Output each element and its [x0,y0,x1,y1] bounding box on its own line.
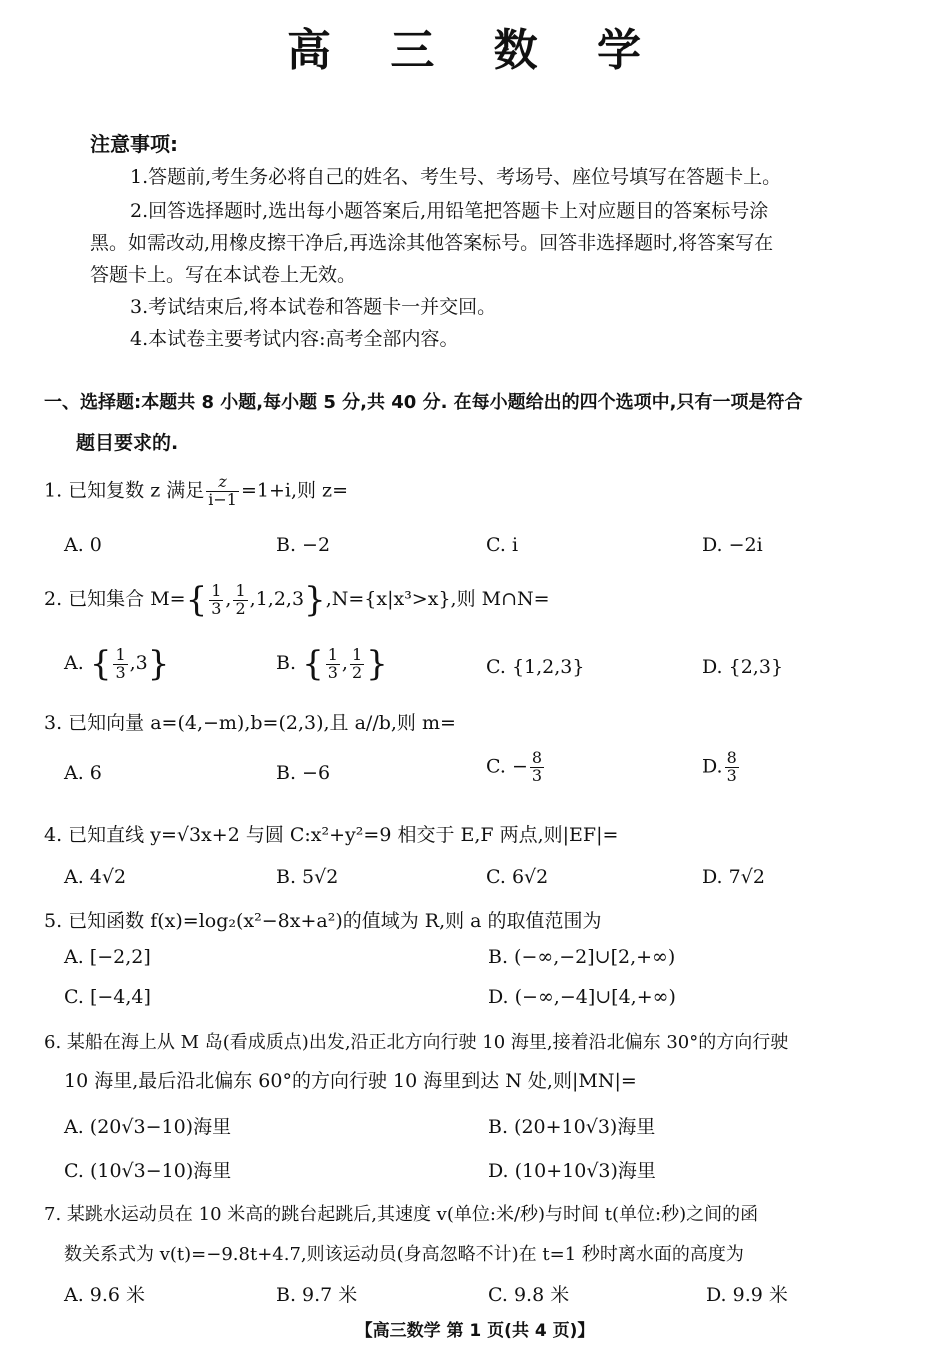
q6-option-a[interactable]: A. (20√3−10)海里 [64,1116,232,1138]
q2-option-a[interactable]: A. { $\frac{1}{3}$ ,3} [64,644,170,684]
q5-option-d[interactable]: D. (−∞,−4]∪[4,+∞) [488,986,676,1008]
section-heading-cont: 题目要求的. [76,432,179,454]
page-title: 高 三 数 学 [287,25,663,76]
question-1 [44,474,348,509]
q3-option-c[interactable]: C. − $\frac{8}{3}$ [486,748,543,785]
q2-option-b[interactable]: B. { $\frac{1}{3}$ , $\frac{1}{2}$ } [276,644,388,684]
q2-fraction: $\frac{1}{3}$ [211,580,222,618]
q3-option-d[interactable]: D. $\frac{8}{3}$ [702,748,737,785]
q6-option-c[interactable]: C. (10√3−10)海里 [64,1160,232,1182]
q1-option-b[interactable]: B. −2 [276,534,331,556]
q4-option-b[interactable]: B. 5√2 [276,866,339,888]
q7-option-d[interactable]: D. 9.9 米 [706,1284,788,1306]
question-5: 5. 已知函数 f(x)=log₂(x²−8x+a²)的值域为 R,则 a 的取值范围为 [44,910,602,932]
q6-option-b[interactable]: B. (20+10√3)海里 [488,1116,656,1138]
q1-post: =1+i,则 z= [240,479,348,502]
q2-set-rest: ,1,2,3 [249,588,305,610]
question-6: 6. 某船在海上从 M 岛(看成质点)出发,沿正北方向行驶 10 海里,接着沿北偏东 30°的方向行驶 [44,1032,789,1053]
q2-option-d[interactable]: D. {2,3} [702,656,784,678]
q5-option-c[interactable]: C. [−4,4] [64,986,151,1008]
notice-line: 黑。如需改动,用橡皮擦干净后,再选涂其他答案标号。回答非选择题时,将答案写在 [90,232,774,254]
q2-option-c[interactable]: C. {1,2,3} [486,656,585,678]
notice-line: 1.答题前,考生务必将自己的姓名、考生号、考场号、座位号填写在答题卡上。 [130,166,782,188]
q2-pre: 2. 已知集合 M= [44,588,186,610]
q3-option-b[interactable]: B. −6 [276,762,331,784]
q5-option-a[interactable]: A. [−2,2] [64,946,151,968]
question-3: 3. 已知向量 a=(4,−m),b=(2,3),且 a//b,则 m= [44,712,456,734]
q4-option-a[interactable]: A. 4√2 [64,866,127,888]
q7-option-b[interactable]: B. 9.7 米 [276,1284,358,1306]
q1-option-d[interactable]: D. −2i [702,534,763,556]
notice-line: 2.回答选择题时,选出每小题答案后,用铅笔把答题卡上对应题目的答案标号涂 [130,200,769,222]
q1-pre: 1. 已知复数 z 满足 [44,479,205,502]
question-7-cont: 数关系式为 v(t)=−9.8t+4.7,则该运动员(身高忽略不计)在 t=1 秒时离水面的高度为 [64,1244,744,1265]
q3-option-a[interactable]: A. 6 [64,762,102,784]
question-4: 4. 已知直线 y=√3x+2 与圆 C:x²+y²=9 相交于 E,F 两点,则|EF|= [44,824,619,846]
q1-fraction: $\frac{z}{i-1}$ [208,472,237,509]
q2-fraction: $\frac{1}{2}$ [235,580,246,618]
notice-heading: 注意事项: [90,132,178,156]
q7-option-c[interactable]: C. 9.8 米 [488,1284,570,1306]
section-heading: 一、选择题:本题共 8 小题,每小题 5 分,共 40 分. 在每小题给出的四个选项中,只有一项是符合 [44,392,803,413]
q7-option-a[interactable]: A. 9.6 米 [64,1284,146,1306]
q6-option-d[interactable]: D. (10+10√3)海里 [488,1160,656,1182]
page-footer: 【高三数学 第 1 页(共 4 页)】 [355,1321,595,1341]
q5-option-b[interactable]: B. (−∞,−2]∪[2,+∞) [488,946,676,968]
q4-option-d[interactable]: D. 7√2 [702,866,765,888]
notice-line: 3.考试结束后,将本试卷和答题卡一并交回。 [130,296,497,318]
notice-line: 答题卡上。写在本试卷上无效。 [90,264,357,286]
question-6-cont: 10 海里,最后沿北偏东 60°的方向行驶 10 海里到达 N 处,则|MN|= [64,1070,637,1092]
q1-option-a[interactable]: A. 0 [64,534,102,556]
q2-post: ,N={x|x³>x},则 M∩N= [325,588,550,610]
question-2: 2. 已知集合 M={ $\frac{1}{3}$ , $\frac{1}{2}$ ,1,2,3},N={x|x³>x},则 M∩N= [44,580,550,620]
question-7: 7. 某跳水运动员在 10 米高的跳台起跳后,其速度 v(单位:米/秒)与时间 t(单位:秒)之间的函 [44,1204,759,1225]
q4-option-c[interactable]: C. 6√2 [486,866,549,888]
notice-line: 4.本试卷主要考试内容:高考全部内容。 [130,328,459,350]
q1-option-c[interactable]: C. i [486,534,519,556]
